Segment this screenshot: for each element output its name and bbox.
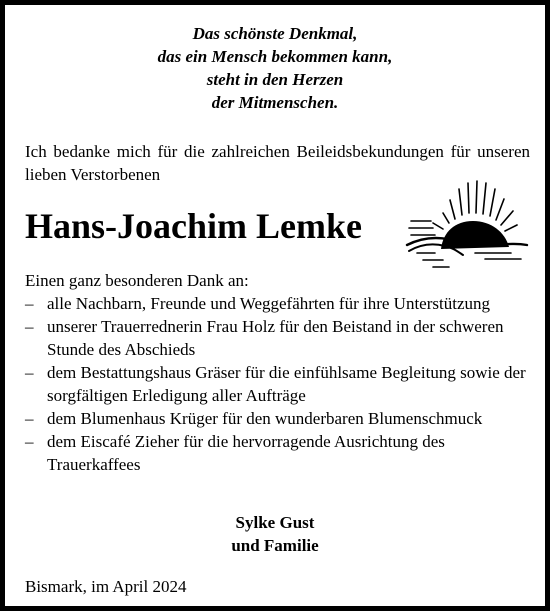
special-thanks-list [25, 292, 535, 476]
place-date: Bismark, im April 2024 [25, 577, 187, 596]
poem-line: steht in den Herzen [206, 70, 344, 89]
deceased-name: Hans-Joachim Lemke [25, 206, 362, 246]
list-item-text: unserer Trauerrednerin Frau Holz für den Beistand in der schweren Stunde des Abschieds [47, 317, 504, 359]
list-item [25, 361, 535, 407]
special-thanks-intro: Einen ganz besonderen Dank an: [25, 271, 249, 290]
list-item [25, 292, 535, 315]
signature-family: und Familie [231, 536, 319, 555]
sunrise-icon [405, 177, 529, 273]
list-dash: – [25, 317, 34, 336]
list-item-text: dem Blumenhaus Krüger für den wunderbaren Blumenschmuck [47, 409, 483, 428]
memorial-poem [5, 22, 545, 114]
list-item-text: alle Nachbarn, Freunde und Weggefährten für ihre Unterstützung [47, 294, 490, 313]
list-dash: – [25, 363, 34, 382]
list-item [25, 407, 535, 430]
list-item [25, 315, 535, 361]
poem-line: das ein Mensch bekommen kann, [157, 47, 393, 66]
thanks-text: Ich bedanke mich für die zahlreichen Beileidsbekundungen für unseren lieben Verstorbenen [25, 142, 530, 184]
list-item-text: dem Eiscafé Zieher für die hervorragende Ausrichtung des Trauerkaffees [47, 432, 445, 474]
signature [5, 511, 545, 557]
list-item [25, 430, 535, 476]
list-dash: – [25, 409, 34, 428]
poem-line: Das schönste Denkmal, [192, 24, 358, 43]
signature-name: Sylke Gust [235, 513, 315, 532]
list-dash: – [25, 432, 34, 451]
list-dash: – [25, 294, 34, 313]
list-item-text: dem Bestattungshaus Gräser für die einfühlsame Begleitung sowie der sorgfältigen Erledigung aller Aufträge [47, 363, 526, 405]
poem-line: der Mitmenschen. [211, 93, 339, 112]
